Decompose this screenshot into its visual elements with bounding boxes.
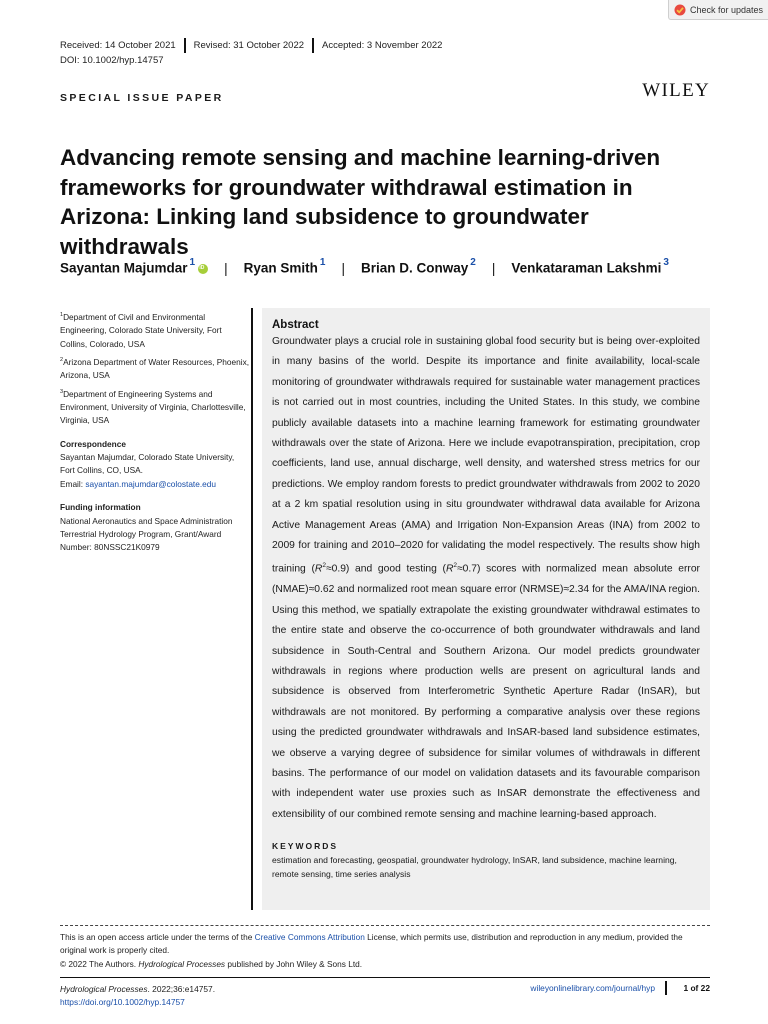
author-link[interactable] [60,259,195,276]
page-number: 1 of 22 [683,983,710,993]
journal-name: Hydrological Processes [60,984,148,994]
abstract-text: Groundwater plays a crucial role in sustaining global food security but is being over-exploited in many basins of the world. Despite its importance and finite availability, local-scale monitoring of groundwater withdrawals required for sustainable water management practices is not carried out in most countries, including the United States. In this study, we combine publicly available datasets into a machine learning framework for estimating groundwater withdrawals over the state of Arizona. Here we include evapotranspiration, precipitation, crop coefficients, land use, annual discharge, well density, and watershed stress metrics for our predictions. We employ random forests to predict groundwater withdrawals from 2002 to 2020 at a 2 km spatial resolution using in situ groundwater withdrawal data available for Arizona Active Management Areas (AMA) and Irrigation Non-Expansion Areas (INA) from 2002 to 2009 for training and 2010–2020 for validating the model respectively. The results show high training $(R^2\approx 0.9)$ and good testing $(R^2\approx 0.7)$ scores with normalized mean absolute error (NMAE)≈0.62 and normalized root mean square error (NRMSE)≈2.34 for the AMA/INA region. Using this method, we spatially extrapolate the existing groundwater withdrawal estimates to the entire state and observe the co-occurrence of both groundwater withdrawals and land subsidence in South-Central and Southern Arizona. Our model predicts groundwater withdrawals in regions where production wells are present on agricultural lands and subsidence is observed from Interferometric Synthetic Aperture Radar (InSAR), but withdrawals are not monitored. By performing a comparative analysis over these regions using the predicted groundwater withdrawals and InSAR-based land subsidence estimates, we observe a varying degree of subsidence for similar volumes of withdrawals in different basins. The performance of our model on validation datasets and its favourable comparison with independent water use proxies such as InSAR demonstrate the effectiveness and extensibility of our combined remote sensing and machine learning-based approach. [272,336,700,820]
article-sidebar [60,309,250,555]
funding-text: National Aeronautics and Space Administration Terrestrial Hydrology Program, Grant/Award Number: 80NSSC21K0979 [60,515,233,553]
author-affiliation: 2 [470,257,476,268]
funding-heading: Funding information [60,502,141,513]
author-affiliation: 3 [663,257,669,268]
footer-citation: Hydrological Processes. 2022;36:e14757. https://doi.org/10.1002/hyp.14757 [60,984,216,1007]
author-link[interactable] [361,259,476,276]
author-separator: | [491,260,496,276]
check-for-updates-button[interactable] [668,0,768,20]
abstract-heading: Abstract [272,319,319,331]
date-divider [184,38,186,53]
affiliation: $^1$Department of Civil and Environmental Engineering, Colorado State University, Fort Collins, Colorado, USA [60,311,222,349]
cc-license-link[interactable]: Creative Commons Attribution [254,932,365,942]
section-label: SPECIAL ISSUE PAPER [60,92,224,104]
abstract-panel [262,308,710,910]
keywords-heading: KEYWORDS [272,841,339,852]
author-separator: | [224,260,228,276]
author-affiliation: 1 [189,257,196,268]
article-dates [60,38,450,53]
article-title: Advancing remote sensing and machine learning-driven frameworks for groundwater withdrawal estimation in Arizona: Linking land subsidence to groundwater withdrawals [60,145,661,259]
accepted-date: Accepted: 3 November 2022 [322,40,443,51]
correspondence-email: Email: sayantan.majumdar@colostate.edu [60,478,217,489]
publisher-logo: WILEY [642,80,710,101]
author-affiliation: 1 [319,257,326,268]
keywords-text: estimation and forecasting, geospatial, groundwater hydrology, InSAR, land subsidence, machine learning, remote sensing, time series analysis [272,855,677,880]
revised-date: Revised: 31 October 2022 [193,40,305,51]
check-for-updates-label: Check for updates [690,4,764,15]
abstract-rule [251,308,253,910]
author-link[interactable] [244,259,326,276]
received-date: Received: 14 October 2021 [60,40,176,51]
author-name: Brian D. Conway [360,260,469,276]
affiliation: $^2$Arizona Department of Water Resources, Phoenix, Arizona, USA [60,356,250,381]
correspondence-address: Sayantan Majumdar, Colorado State University, Fort Collins, CO, USA. [60,451,235,476]
journal-site-link[interactable]: wileyonlinelibrary.com/journal/hyp [530,983,655,993]
affiliation: $^3$Department of Engineering Systems and Environment, University of Virginia, Charlottesville, Virginia, USA [60,388,246,426]
doi: DOI: 10.1002/hyp.14757 [60,55,164,66]
doi-link[interactable]: https://doi.org/10.1002/hyp.14757 [60,997,185,1007]
author-link[interactable] [511,259,669,276]
footer-divider [60,977,710,978]
license-notice: This is an open access article under the terms of the Creative Commons Attribution License, which permits use, distribution and reproduction in any medium, provided the original work is properly cited. © 2022 The Authors. Hydrological Processes published by John Wiley & Sons Ltd. [60,932,683,969]
orcid-icon[interactable] [198,264,208,274]
author-separator: | [341,260,345,276]
correspondence-heading: Correspondence [60,438,126,449]
date-divider [312,38,314,53]
license-divider [60,925,710,926]
email-link[interactable]: sayantan.majumdar@colostate.edu [85,478,217,489]
author-name: Sayantan Majumdar [60,260,188,276]
check-for-updates-icon [674,4,686,16]
author-name: Venkataraman Lakshmi [511,260,662,276]
footer-separator [665,981,667,995]
author-name: Ryan Smith [243,260,318,276]
author-list [60,259,669,276]
